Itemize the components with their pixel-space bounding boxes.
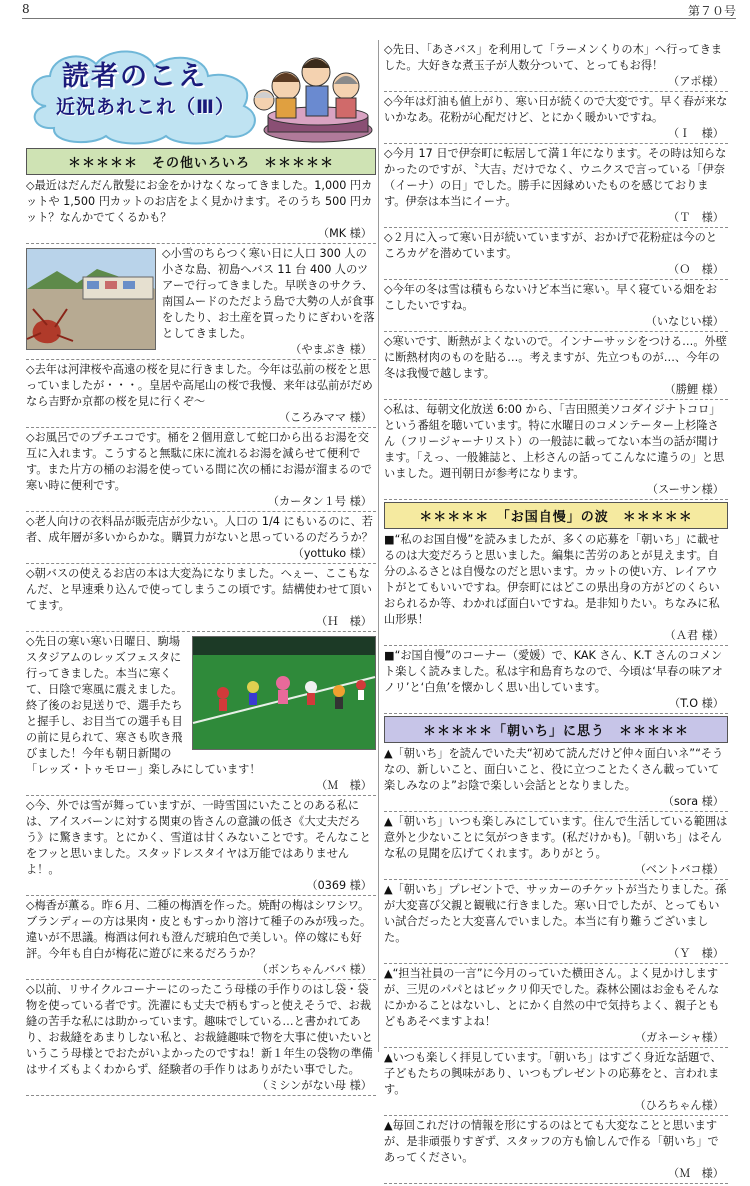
letter-signature: （sora 様） bbox=[662, 795, 724, 808]
letter-signature: （Ｉ 様） bbox=[668, 127, 724, 140]
letter-signature: （スーサン様） bbox=[646, 483, 724, 496]
letter-entry bbox=[384, 966, 728, 1048]
letter-text: ◇今、外では雪が舞っていますが、一時雪国にいたことのある私には、アイスバーンに対する関東の皆さんの意識の低さ《大丈夫だろう》に驚きます。とにかく、雪道は甘くみないことです。そんなことをフッと思いました。スタッドレスタイヤは万能ではありませんよ！。 bbox=[26, 799, 371, 876]
letter-entry bbox=[384, 42, 728, 92]
letter-signature: （Ｙ 様） bbox=[668, 947, 724, 960]
letter-entry bbox=[384, 882, 728, 964]
letter-entry bbox=[384, 402, 728, 500]
section-header-asaichi: ＊＊＊＊＊「朝いち」に思う ＊＊＊＊＊ bbox=[384, 716, 728, 743]
stadium-photo bbox=[192, 636, 376, 750]
letter-text: ◇２月に入って寒い日が続いていますが、おかげで花粉症は今のところカゲを潜めています。 bbox=[384, 231, 718, 260]
section-header-pride: ＊＊＊＊＊ 「お国自慢」の波 ＊＊＊＊＊ bbox=[384, 502, 728, 529]
letter-text: ◇以前、リサイクルコーナーにのったこう母様の手作りのはし袋・袋物を使っている者です。洗濯にも丈夫で柄もすっと使えそうで、お裁縫の苦手な私には助かっています。趣味でしている…と書かれてあり、お裁縫をあまりしない私と、お裁縫趣味で物を大事に使いたいというこう母様とでおたがいよかったのですね！新１年生の袋物の準備はサイズもよくわからず、経験者の手作りはありがたい事でした。 bbox=[26, 983, 373, 1076]
letter-text: ◇梅香が薫る。昨６月、二種の梅酒を作った。焼酎の梅はシワシワ。ブランディーの方は果肉・皮ともすっかり溶けて種子のみが残った。違いが不思議。梅酒は何れも澄んだ琥珀色で美しい。倅の嫁にも好評。今年も自白が梅花に遊びに来るだろうか？ bbox=[26, 899, 372, 960]
letter-text: ▲“担当社員の一言”に今月のっていた横田さん。よく見かけしますが、三児のパパとはビックリ仰天でした。森林公園はお金もそんなにかかることはないし、とにかく自然の中で気持ちよく、親子ともどもあそべますよね！ bbox=[384, 967, 720, 1028]
letter-entry bbox=[26, 798, 376, 896]
letter-entry bbox=[26, 898, 376, 980]
letter-signature: （カータン１号 様） bbox=[267, 495, 372, 508]
column-divider bbox=[378, 40, 379, 1052]
banner-subtitle: 近況あれこれ（Ⅲ） bbox=[56, 96, 235, 118]
letter-text: ■“私のお国自慢”を読みましたが、多くの応募を「朝いち」に載せるのは大変だろうと思いました。編集に苦労のあとが見えます。自分のふるさとは自慢なのだと思います。カットの使い方、レイアウトがとてもいいですね。伊奈町にはどこの県出身の方がどのくらいおられるか等、わかれば面白いですね。是非知りたい。ちなみに私 山形県！ bbox=[384, 533, 731, 626]
letter-text: ▲「朝いち」を読んでいた夫“初めて読んだけど仲々面白いネ”“そうなの、新しいこと、面白いこと、役に立つことたくさん載っていて楽しみなのよ”お陰で楽しい会話ととなりました。 bbox=[384, 747, 724, 792]
letter-entry bbox=[26, 178, 376, 244]
letter-text: ◇先日、「あさバス」を利用して「ラーメンくりの木」へ行ってきました。大好きな煮玉子が人数分ついて、とってもお得！ bbox=[384, 43, 723, 72]
island-photo bbox=[26, 248, 156, 350]
letter-entry bbox=[384, 746, 728, 812]
letter-signature: （ひろちゃん様） bbox=[634, 1099, 724, 1112]
letter-text: ◇小雪のちらつく寒い日に人口 300 人の小さな島、初島へバス 11 台 400 人のツアーで行ってきました。早咲きのサクラ、南国ムードのただよう島で大勢の人が食事をしたり、お土産を買ったりにぎわいを落としてきました。 bbox=[162, 247, 375, 340]
letter-signature: （いなじい様） bbox=[645, 315, 724, 328]
letter-entry bbox=[26, 982, 376, 1096]
letter-signature: （Ａ君 様） bbox=[664, 629, 724, 642]
letter-entry bbox=[384, 814, 728, 880]
letter-entry bbox=[26, 566, 376, 632]
letter-entry bbox=[384, 1050, 728, 1116]
letter-text: ◇今月 17 日で伊奈町に転居して満１年になります。その時は知らなかったのですが、〝大吉〟だけでなく、ウニクスで言っている「伊奈（イーナ）の日」でした。勝手に因縁めいたものを感じております。伊奈は本当にイーナ。 bbox=[384, 147, 727, 208]
letter-entry bbox=[384, 1118, 728, 1184]
letter-text: ◇私は、毎朝文化放送 6:00 から、「吉田照美ソコダイジナトコロ」という番組を聴いています。特に水曜日のコメンテーター上杉隆さん（フリージャーナリスト）の一般誌に載ってない本当の話が聞けます。「えっ、一般雑誌と、上杉さんの話ってこんなに違うの」と思いました。週刊朝日が参考になります。 bbox=[384, 403, 725, 480]
section-banner bbox=[26, 40, 376, 146]
letter-signature: （ころみママ 様） bbox=[278, 411, 372, 424]
letter-signature: （Ｔ 様） bbox=[668, 211, 724, 224]
letter-entry bbox=[26, 634, 376, 796]
letter-text: ◇お風呂でのプチエコです。桶を２個用意して蛇口から出るお湯を交互に入れます。こうすると無駄に床に流れるお湯を減らせて便利です。また片方の桶のお湯を使っている間に次の桶にお湯が溜まるので寒い時に便利です。 bbox=[26, 431, 372, 492]
letter-signature: （T.O 様） bbox=[669, 697, 724, 710]
letter-signature: （Ｈ 様） bbox=[316, 615, 372, 628]
letter-signature: （Ｏ 様） bbox=[668, 263, 724, 276]
letter-signature: （0369 様） bbox=[306, 879, 372, 892]
letter-entry bbox=[384, 94, 728, 144]
letter-signature: （Ｍ 様） bbox=[668, 1167, 724, 1180]
letter-entry bbox=[384, 146, 728, 228]
letter-entry bbox=[384, 648, 728, 714]
letter-entry bbox=[384, 282, 728, 332]
letter-signature: （勝鯉 様） bbox=[664, 383, 724, 396]
letter-entry bbox=[384, 334, 728, 400]
letter-signature: （ベントバコ様） bbox=[634, 863, 724, 876]
right-column bbox=[384, 42, 731, 1186]
letter-text: ▲毎回これだけの情報を形にするのはとても大変なことと思いますが、是非頑張りすぎず、スタッフの方も愉しんで作る「朝いち」であってください。 bbox=[384, 1119, 719, 1164]
letter-entry bbox=[26, 362, 376, 428]
banner-title: 読者のこえ bbox=[62, 61, 207, 92]
letter-signature: （MK 様） bbox=[317, 227, 372, 240]
letter-signature: （ボンちゃんババ 様） bbox=[256, 963, 372, 976]
letter-text: ◇今年の冬は雪は積もらないけど本当に寒い。早く寝ている畑をおこしたいですね。 bbox=[384, 283, 718, 312]
family-illustration bbox=[246, 42, 376, 146]
letter-text: ◇最近はだんだん散髪にお金をかけなくなってきました。1,000 円カットや 1,500 円カットのお店をよく見かけます。そのうち 500 円カット？なんかでてくるかも？ bbox=[26, 179, 373, 224]
letter-entry bbox=[26, 514, 376, 564]
letter-signature: （yottuko 様） bbox=[292, 547, 372, 560]
letter-entry bbox=[384, 532, 731, 646]
letter-signature: （アポ様） bbox=[668, 75, 724, 88]
letter-text: ■“お国自慢”のコーナー（愛媛）で、KAK さん、K.T さんのコメント楽しく読みました。私は宇和島育ちなので、今頃は‘早春の味アオノリ’と‘白魚’を懐かしく思い出しています。 bbox=[384, 649, 723, 694]
letter-entry bbox=[384, 230, 728, 280]
issue-number: 第７０号 bbox=[687, 4, 736, 18]
letter-entry bbox=[26, 430, 376, 512]
letter-signature: （Ｍ 様） bbox=[316, 779, 372, 792]
letter-text: ◇今年は灯油も値上がり、寒い日が続くので大変です。早く春が来ないかなあ。花粉が心配だけど、とにかく暖かいですね。 bbox=[384, 95, 728, 124]
letter-signature: （ガネーシャ様） bbox=[634, 1031, 724, 1044]
header-rule bbox=[22, 18, 736, 19]
page-number: 8 bbox=[22, 2, 30, 16]
left-column bbox=[26, 40, 376, 1098]
letter-text: ◇先日の寒い寒い日曜日、駒場スタジアムのレッズフェスタに行ってきました。本当に寒くて、日陰で寒風に震えました。終了後のお見送りで、選手たちと握手し、お目当ての選手も目の前に見られて、寒さも吹き飛びました！今年も朝日新聞の「レッズ・トゥモロー」楽しみにしています！ bbox=[26, 635, 261, 776]
section-header-misc: ＊＊＊＊＊ その他いろいろ ＊＊＊＊＊ bbox=[26, 148, 376, 175]
letter-text: ▲「朝いち」プレゼントで、サッカーのチケットが当たりました。孫が大変喜び父親と観戦に行きました。寒い日でしたが、とってもいい試合だったと大変喜んでいました。本当に有り難うございました。 bbox=[384, 883, 727, 944]
letter-text: ◇老人向けの衣料品が販売店が少ない。人口の 1/4 にもいるのに、若者、成年層が多いからかな。購買力がないと思っているのだろうか？ bbox=[26, 515, 373, 544]
letter-signature: （やまぶき 様） bbox=[290, 343, 372, 356]
letter-text: ▲いつも楽しく拝見しています。「朝いち」はすごく身近な話題で、子どもたちの興味があり、いつもプレゼントの応募をと、言われます。 bbox=[384, 1051, 722, 1096]
letter-entry bbox=[26, 246, 376, 360]
letter-text: ◇寒いです、断熱がよくないので。インナーサッシをつける…。外壁に断熱材肉のものを貼る…。考えますが、先立つものが…、今年の冬は我慢で越します。 bbox=[384, 335, 727, 380]
letter-signature: （ミシンがない母 様） bbox=[256, 1079, 372, 1092]
letter-text: ◇去年は河津桜や高遠の桜を見に行きました。今年は弘前の桜をと思っていましたが・・・。皇居や高尾山の桜で我慢、来年は弘前がだめなら吉野か京都の桜を見に行くぞ～ bbox=[26, 363, 373, 408]
letter-text: ▲「朝いち」いつも楽しみにしています。住んで生活している範囲は意外と少ないことに気がつきます。(私だけかも)。「朝いち」はそんな私の見聞を広げてくれます。ありがとう。 bbox=[384, 815, 728, 860]
letter-text: ◇朝バスの使えるお店の本は大変為になりました。へぇー、ここもなんだ、と早速乗り込んで使ってしまうこの頃です。結構使わせて頂いてます。 bbox=[26, 567, 372, 612]
